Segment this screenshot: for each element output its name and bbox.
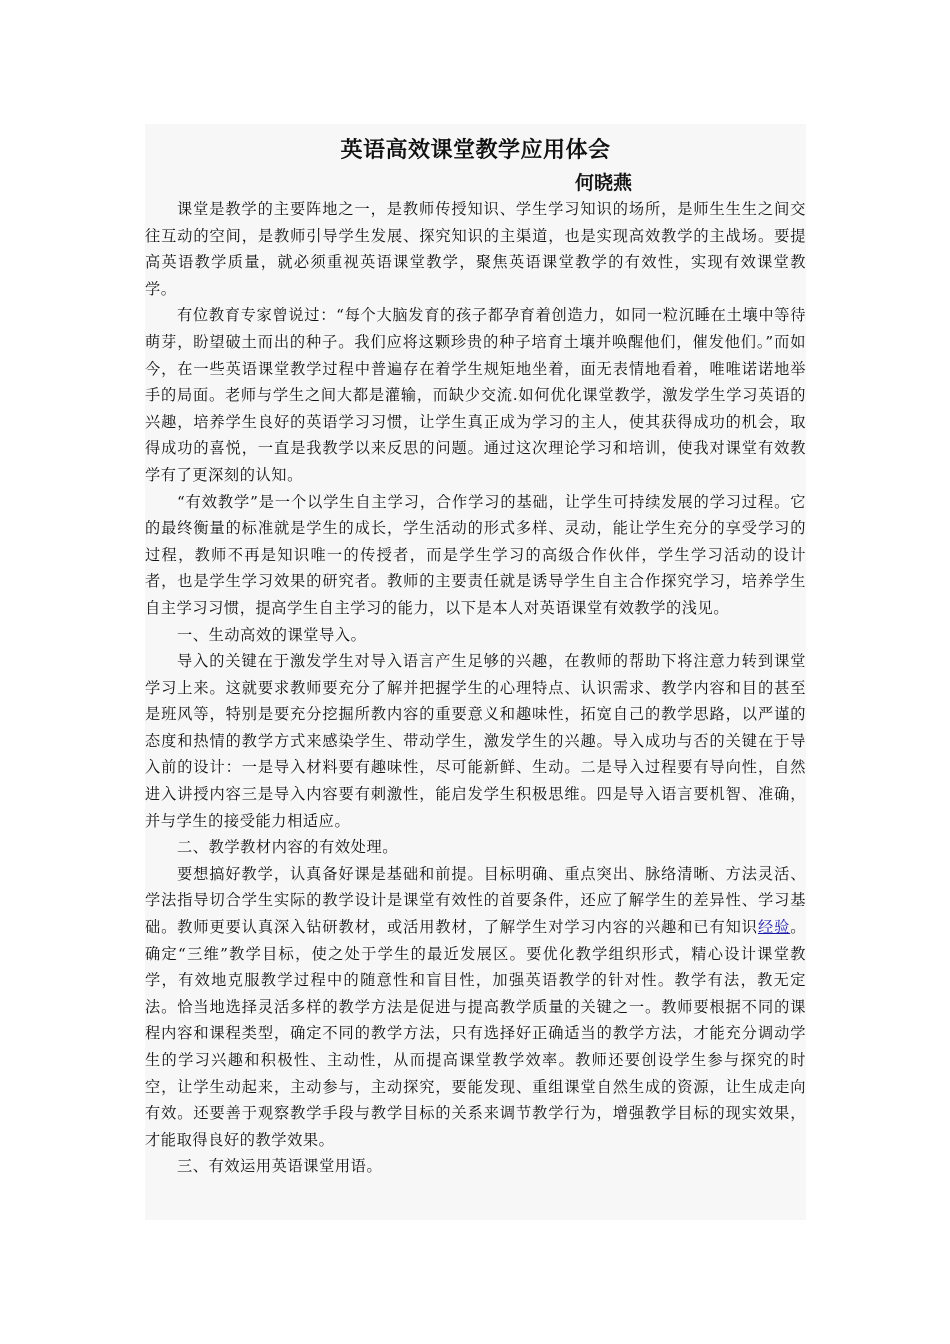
section-heading-2: 二、教学教材内容的有效处理。 — [177, 838, 399, 857]
paragraph-effective-teaching: “有效教学”是一个以学生自主学习，合作学习的基础，让学生可持续发展的学习过程。它的最终衡量的标准就是学生的成长，学生活动的形式多样、灵动，能让学生充分的享受学习的过程，教师不再是知识唯一的传授者，而是学生学习的高级合作伙伴，学生学习活动的设计者，也是学生学习效果的研究者。教师的主要责任就是诱导学生自主合作探究学习，培养学生自主学习习惯，提高学生自主学习的能力，以下是本人对英语课堂有效教学的浅见。 — [145, 492, 806, 617]
paragraph-expert-quote: 有位教育专家曾说过：“每个大脑发育的孩子都孕育着创造力，如同一粒沉睡在土壤中等待萌芽，盼望破土而出的种子。我们应将这颗珍贵的种子培育土壤并唤醒他们，催发他们。”而如今，在一些英语课堂教学过程中普遍存在着学生规矩地坐着，面无表情地看着，唯唯诺诺地举手的局面。老师与学生之间大都是灌输，而缺少交流.如何优化课堂教学，激发学生学习英语的兴趣，培养学生良好的英语学习习惯，让学生真正成为学习的主人，使其获得成功的机会，取得成功的喜悦，一直是我教学以来反思的问题。通过这次理论学习和培训，使我对课堂有效教学有了更深刻的认知。 — [145, 306, 806, 484]
experience-link[interactable]: 经验 — [757, 918, 791, 937]
document-body — [145, 124, 806, 1220]
document-author: 何晓燕 — [575, 172, 633, 194]
paragraph-text-before-link: 要想搞好教学，认真备好课是基础和前提。目标明确、重点突出、脉络清晰、方法灵活、学法指导切合学生实际的教学设计是课堂有效性的首要条件，还应了解学生的差异性、学习基础。教师更要认真深入钻研教材，或活用教材，了解学生对学习内容的兴趣和已有知识 — [145, 864, 806, 937]
document-title: 英语高效课堂教学应用体会 — [340, 138, 611, 163]
paragraph-material-processing — [145, 861, 806, 1154]
paragraph-intro: 课堂是教学的主要阵地之一，是教师传授知识、学生学习知识的场所，是师生生生之间交往互动的空间，是教师引导学生发展、探究知识的主渠道，也是实现高效教学的主战场。要提高英语教学质量，就必须重视英语课堂教学，聚焦英语课堂教学的有效性，实现有效课堂教学。 — [145, 200, 806, 298]
paragraph-lesson-introduction: 导入的关键在于激发学生对导入语言产生足够的兴趣，在教师的帮助下将注意力转到课堂学习上来。这就要求教师要充分了解并把握学生的心理特点、认识需求、教学内容和目的甚至是班风等，特别是要充分挖掘所教内容的重要意义和趣味性，拓宽自己的教学思路，以严谨的态度和热情的教学方式来感染学生、带动学生，激发学生的兴趣。导入成功与否的关键在于导入前的设计：一是导入材料要有趣味性，尽可能新鲜、生动。二是导入过程要有导向性，自然进入讲授内容三是导入内容要有刺激性，能启发学生积极思维。四是导入语言要机智、准确，并与学生的接受能力相适应。 — [145, 652, 806, 830]
section-heading-3: 三、有效运用英语课堂用语。 — [177, 1157, 383, 1176]
section-heading-1: 一、生动高效的课堂导入。 — [177, 625, 367, 644]
paragraph-text-after-link: 。确定“三维”教学目标，使之处于学生的最近发展区。要优化教学组织形式，精心设计课堂教学，有效地克服教学过程中的随意性和盲目性，加强英语教学的针对性。教学有法，教无定法。恰当地选择灵活多样的教学方法是促进与提高教学质量的关键之一。教师要根据不同的课程内容和课程类型，确定不同的教学方法，只有选择好正确适当的教学方法，才能充分调动学生的学习兴趣和积极性、主动性，从而提高课堂教学效率。教师还要创设学生参与探究的时空，让学生动起来，主动参与，主动探究，要能发现、重组课堂自然生成的资源，让生成走向有效。还要善于观察教学手段与教学目标的关系来调节教学行为，增强教学目标的现实效果，才能取得良好的教学效果。 — [145, 918, 806, 1149]
